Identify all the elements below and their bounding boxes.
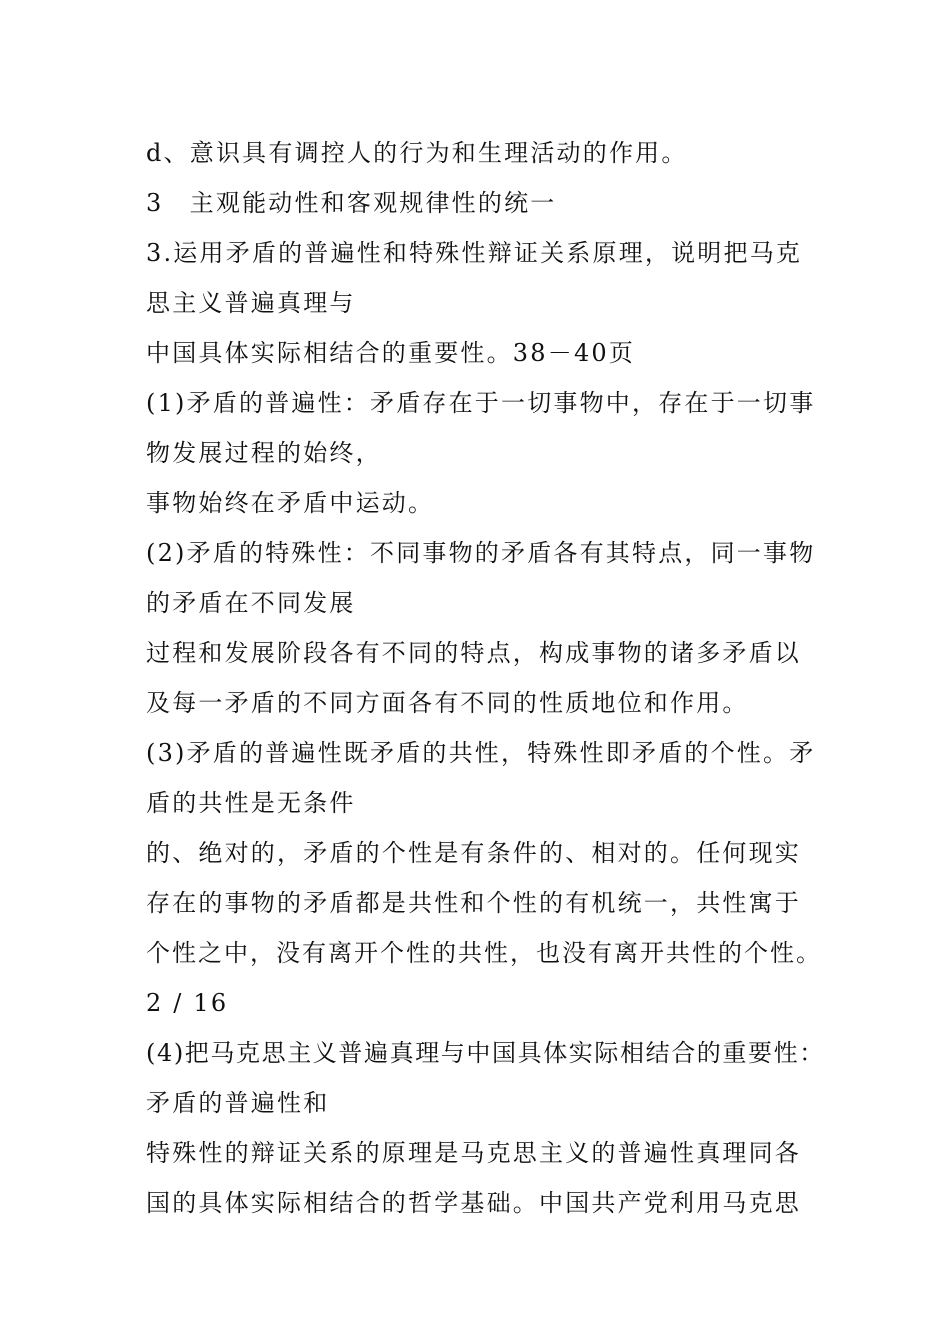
text-line: 存在的事物的矛盾都是共性和个性的有机统一，共性寓于	[146, 889, 801, 917]
text-line: (2)矛盾的特殊性：不同事物的矛盾各有其特点，同一事物	[146, 539, 816, 567]
text-line: 过程和发展阶段各有不同的特点，构成事物的诸多矛盾以	[146, 639, 801, 667]
text-line: (1)矛盾的普遍性：矛盾存在于一切事物中，存在于一切事	[146, 389, 816, 417]
text-line: (3)矛盾的普遍性既矛盾的共性，特殊性即矛盾的个性。矛	[146, 739, 816, 767]
text-line: 中国具体实际相结合的重要性。38－40页	[146, 339, 636, 367]
text-line: 个性之中，没有离开个性的共性，也没有离开共性的个性。	[146, 939, 822, 967]
text-line: 及每一矛盾的不同方面各有不同的性质地位和作用。	[146, 689, 749, 717]
text-line: (4)把马克思主义普遍真理与中国具体实际相结合的重要性：	[146, 1039, 825, 1067]
page-number: 2 / 16	[146, 989, 229, 1017]
text-line: 盾的共性是无条件	[146, 789, 356, 817]
text-line: 国的具体实际相结合的哲学基础。中国共产党利用马克思	[146, 1189, 801, 1217]
text-line: 思主义普遍真理与	[146, 289, 356, 317]
document-body	[146, 128, 826, 1228]
text-line: 矛盾的普遍性和	[146, 1089, 330, 1117]
text-line: 特殊性的辩证关系的原理是马克思主义的普遍性真理同各	[146, 1139, 801, 1167]
text-line: 物发展过程的始终，	[146, 439, 382, 467]
text-line: 的矛盾在不同发展	[146, 589, 356, 617]
section-heading: 3 主观能动性和客观规律性的统一	[146, 189, 557, 217]
question-heading: 3.运用矛盾的普遍性和特殊性辩证关系原理，说明把马克	[146, 239, 803, 267]
text-line: 的、绝对的，矛盾的个性是有条件的、相对的。任何现实	[146, 839, 801, 867]
text-line: 事物始终在矛盾中运动。	[146, 489, 435, 517]
text-line: d、意识具有调控人的行为和生理活动的作用。	[146, 139, 688, 167]
